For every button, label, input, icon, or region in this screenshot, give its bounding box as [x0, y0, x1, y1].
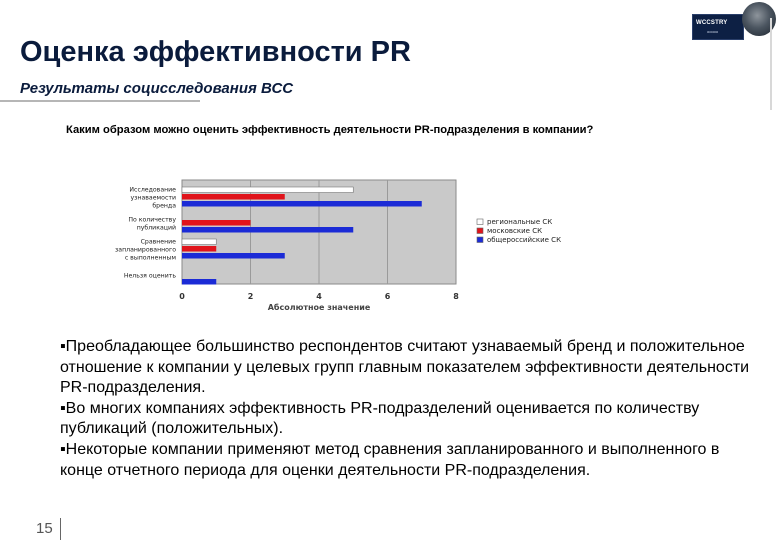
bar	[182, 239, 216, 245]
bar	[182, 194, 285, 200]
x-tick-label: 4	[316, 292, 322, 301]
company-logo	[692, 14, 744, 40]
x-tick-label: 6	[384, 292, 391, 301]
slide-title: Оценка эффективности PR	[20, 36, 411, 68]
category-label: с выполненным	[124, 254, 176, 262]
category-label: По количеству	[128, 216, 176, 224]
finding-item: ▪Во многих компаниях эффективность PR-подразделений оценивается по количеству публикаций (положительных).	[60, 399, 700, 438]
bar	[182, 227, 353, 233]
category-label: узнаваемости	[130, 194, 176, 202]
bar	[182, 279, 216, 285]
page-number: 15	[36, 520, 53, 537]
bar	[182, 253, 285, 259]
legend-label: региональные СК	[487, 218, 553, 226]
bar	[182, 187, 353, 193]
legend-label: общероссийские СК	[487, 236, 562, 244]
logo-text: WCCSTRY	[696, 20, 728, 26]
header-vertical-rule	[770, 18, 772, 110]
bar-chart	[92, 178, 642, 313]
category-label: Исследование	[129, 186, 176, 194]
findings-list	[60, 337, 760, 481]
x-tick-label: 0	[179, 292, 185, 301]
finding-item: ▪Преобладающее большинство респондентов считают узнаваемый бренд и положительное отношение к компании у целевых групп главным показателем эффективности деятельности PR-подразделения.	[60, 338, 750, 397]
legend-swatch	[477, 228, 483, 234]
x-tick-label: 8	[453, 292, 459, 301]
footer-divider	[60, 518, 61, 540]
bar	[182, 246, 216, 252]
legend-swatch	[477, 219, 483, 225]
bar	[182, 201, 422, 207]
category-label: Нельзя оценить	[123, 272, 176, 280]
category-label: бренда	[152, 202, 176, 210]
category-label: публикаций	[136, 224, 176, 232]
category-label: запланированного	[114, 246, 176, 254]
slide-subtitle: Результаты социсследования ВСС	[20, 80, 294, 97]
survey-question: Каким образом можно оценить эффективность деятельности PR-подразделения в компании?	[66, 124, 594, 136]
x-axis-label: Абсолютное значение	[267, 303, 371, 312]
logo-subtext: ooooo	[707, 29, 719, 34]
header-divider	[0, 100, 200, 102]
bar	[182, 220, 251, 226]
legend-swatch	[477, 237, 483, 243]
legend-label: московские СК	[487, 227, 543, 235]
x-tick-label: 2	[247, 292, 254, 301]
finding-item: ▪Некоторые компании применяют метод сравнения запланированного и выполненного в конце отчетного периода для оценки деятельности PR-подразделения.	[60, 440, 720, 479]
category-label: Сравнение	[140, 238, 176, 246]
